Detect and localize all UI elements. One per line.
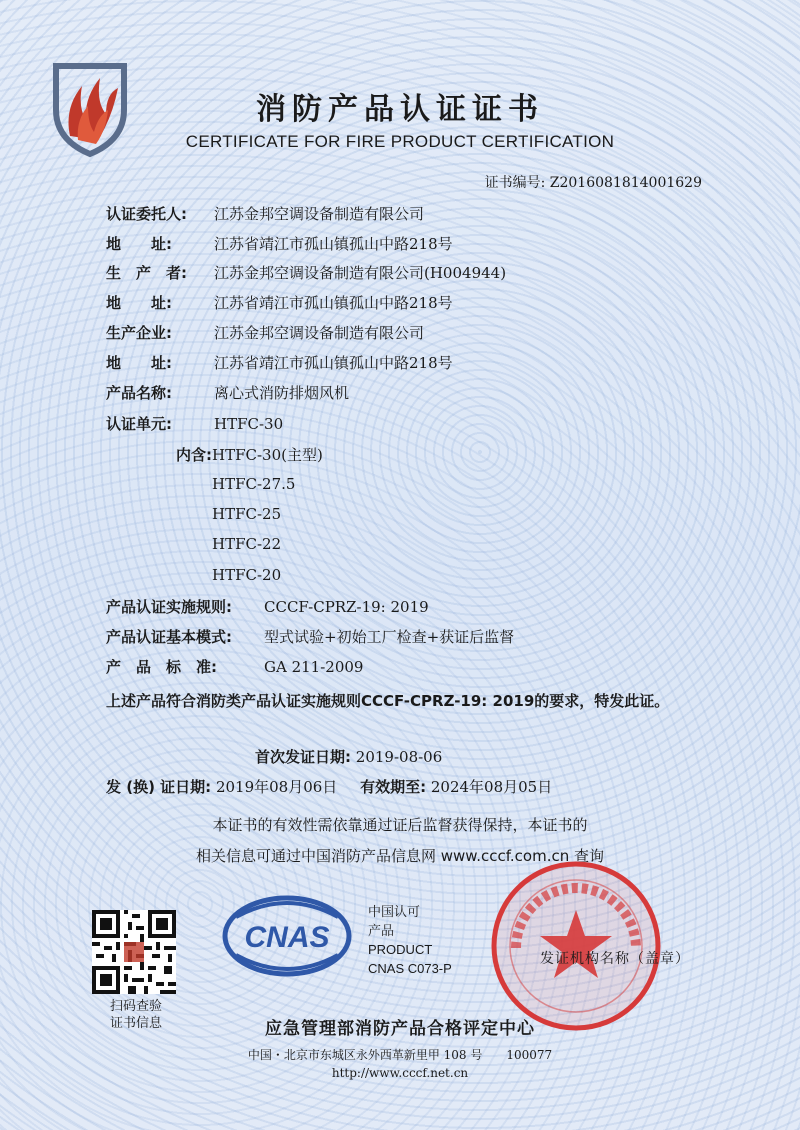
issuer-name: 发证机构名称（盖章） — [540, 951, 690, 967]
issue-date-label: 发 (换) 证日期: — [106, 778, 212, 796]
product-cert-line2: 产品 — [368, 923, 395, 938]
field-label: 认证委托人: — [106, 205, 187, 223]
field-value: 江苏金邦空调设备制造有限公司 — [214, 205, 425, 223]
first-issue-row — [255, 746, 442, 767]
field-row-product-name — [106, 382, 349, 403]
field-label: 地 址: — [106, 235, 172, 253]
first-issue-label: 首次发证日期: — [255, 748, 351, 766]
field-label: 地 址: — [106, 294, 172, 312]
first-issue-value: 2019-08-06 — [355, 748, 443, 766]
mode-value: 型式试验+初始工厂检查+获证后监督 — [264, 628, 515, 646]
cnas-logo-text: CNAS — [244, 921, 330, 954]
product-cert-mark — [368, 902, 452, 978]
valid-until-value: 2024年08月05日 — [430, 778, 553, 796]
includes-row — [106, 444, 212, 465]
issuing-center-name: 应急管理部消防产品合格评定中心 — [265, 1019, 535, 1039]
field-label: 产品名称: — [106, 384, 172, 402]
model-item: HTFC-25 — [212, 505, 282, 523]
issue-date-row — [106, 776, 552, 797]
rule-label: 产品认证实施规则: — [106, 598, 232, 616]
field-value: 离心式消防排烟风机 — [214, 384, 350, 402]
field-label: 生产企业: — [106, 324, 172, 342]
conformity-statement: 上述产品符合消防类产品认证实施规则CCCF-CPRZ-19: 2019的要求，特发此证。 — [106, 692, 670, 710]
validity-notice-line2: 相关信息可通过中国消防产品信息网 www.cccf.com.cn 查询 — [196, 847, 604, 865]
qr-code-icon[interactable] — [92, 910, 176, 994]
model-item: HTFC-27.5 — [212, 475, 296, 493]
field-value: 江苏省靖江市孤山镇孤山中路218号 — [214, 354, 453, 372]
product-cert-line1: 中国认可 — [368, 904, 421, 919]
issuing-center-address: 中国・北京市东城区永外西革新里甲 108 号 100077 — [247, 1048, 553, 1062]
standard-value: GA 211-2009 — [264, 658, 364, 676]
field-row-factory — [106, 322, 424, 343]
standard-row — [106, 656, 363, 677]
issue-date-value: 2019年08月06日 — [215, 778, 338, 796]
product-cert-line3: PRODUCT — [368, 942, 433, 957]
valid-until-label: 有效期至: — [360, 778, 427, 796]
certificate-title-english: CERTIFICATE FOR FIRE PRODUCT CERTIFICATION — [185, 132, 615, 151]
model-item: HTFC-22 — [212, 535, 282, 553]
field-value: 江苏金邦空调设备制造有限公司(H004944) — [214, 264, 507, 282]
field-label: 认证单元: — [106, 415, 172, 433]
field-row-manufacturer-address — [106, 292, 453, 313]
cnas-logo-icon — [222, 895, 352, 977]
field-value: 江苏省靖江市孤山镇孤山中路218号 — [214, 294, 453, 312]
field-value: HTFC-30 — [214, 415, 284, 433]
field-row-factory-address — [106, 352, 453, 373]
official-seal-icon — [488, 858, 664, 1034]
field-row-applicant-address — [106, 233, 453, 254]
field-label: 地 址: — [106, 354, 172, 372]
field-value: 江苏省靖江市孤山镇孤山中路218号 — [214, 235, 453, 253]
includes-label: 内含: — [176, 446, 212, 464]
standard-label: 产 品 标 准: — [106, 658, 217, 676]
model-item: HTFC-30(主型) — [212, 446, 323, 464]
qr-caption-line1: 扫码查验 — [109, 999, 162, 1014]
website-link[interactable]: http://www.cccf.net.cn — [331, 1066, 469, 1080]
rule-row — [106, 596, 429, 617]
field-row-cert-unit — [106, 413, 283, 434]
validity-notice-line1: 本证书的有效性需依靠通过证后监督获得保持，本证书的 — [212, 816, 588, 834]
mode-row — [106, 626, 514, 647]
model-item: HTFC-20 — [212, 566, 282, 584]
mode-label: 产品认证基本模式: — [106, 628, 232, 646]
product-cert-line4: CNAS C073-P — [368, 961, 452, 976]
field-value: 江苏金邦空调设备制造有限公司 — [214, 324, 425, 342]
certificate-number: 证书编号: Z2016081814001629 — [484, 175, 702, 191]
certificate-title: 消防产品认证证书 — [256, 92, 544, 127]
rule-value: CCCF-CPRZ-19: 2019 — [264, 598, 429, 616]
field-row-applicant — [106, 203, 424, 224]
field-row-manufacturer — [106, 262, 506, 283]
field-label: 生 产 者: — [106, 264, 187, 282]
qr-caption-line2: 证书信息 — [109, 1016, 162, 1031]
